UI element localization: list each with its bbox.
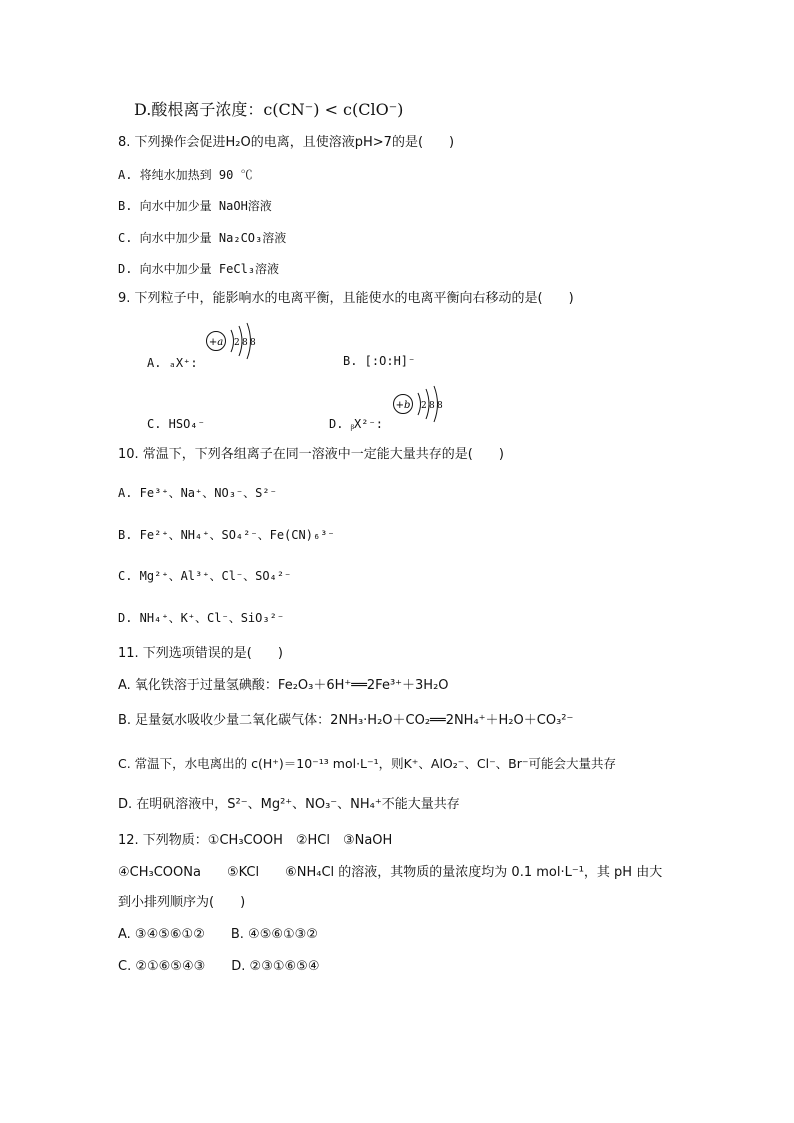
atom-diagram-a	[203, 322, 265, 362]
q12-stem-2: ④CH₃COONa ⑤KCl ⑥NH₄Cl 的溶液，其物质的量浓度均为 0.1 mol·L⁻¹，其 pH 由大	[118, 865, 663, 880]
q12-stem-3: 到小排列顺序为( )	[118, 895, 246, 910]
q7-option-d: D.酸根离子浓度：c(CN⁻) < c(ClO⁻)	[134, 100, 404, 119]
q11-stem: 11. 下列选项错误的是( )	[118, 646, 283, 661]
atom-diagram-b	[390, 384, 452, 424]
q9-option-c: C. HSO₄⁻	[147, 417, 205, 431]
q10-stem: 10. 常温下，下列各组离子在同一溶液中一定能大量共存的是( )	[118, 447, 504, 462]
q12-stem: 12. 下列物质：①CH₃COOH ②HCl ③NaOH	[118, 833, 393, 848]
q10-option-d: D. NH₄⁺、K⁺、Cl⁻、SiO₃²⁻	[118, 611, 285, 625]
q8-option-c: C. 向水中加少量 Na₂CO₃溶液	[118, 231, 287, 245]
shell-b-1: 2	[421, 401, 427, 411]
q12-options-ab: A. ③④⑤⑥①② B. ④⑤⑥①③②	[118, 927, 318, 942]
q8-option-b: B. 向水中加少量 NaOH溶液	[118, 199, 272, 213]
q8-option-a: A. 将纯水加热到 90 ℃	[118, 168, 253, 182]
q10-option-c: C. Mg²⁺、Al³⁺、Cl⁻、SO₄²⁻	[118, 569, 292, 583]
shell-a-3: 8	[250, 338, 256, 348]
shell-a-1: 2	[234, 338, 240, 348]
shell-b-3: 8	[437, 401, 443, 411]
q9-option-a: A. ₐX⁺:	[147, 356, 198, 370]
shell-a-2: 8	[242, 338, 248, 348]
q9-stem: 9. 下列粒子中，能影响水的电离平衡，且能使水的电离平衡向右移动的是( )	[118, 291, 574, 306]
q11-option-c: C. 常温下，水电离出的 c(H⁺)＝10⁻¹³ mol·L⁻¹，则K⁺、AlO₂⁻、Cl⁻、Br⁻可能会大量共存	[118, 756, 616, 771]
q10-option-a: A. Fe³⁺、Na⁺、NO₃⁻、S²⁻	[118, 486, 277, 500]
q9-option-b: B. [:O:H]⁻	[343, 354, 416, 368]
q8-option-d: D. 向水中加少量 FeCl₃溶液	[118, 262, 280, 276]
nucleus-a: +a	[208, 337, 224, 348]
q11-option-d: D. 在明矾溶液中，S²⁻、Mg²⁺、NO₃⁻、NH₄⁺不能大量共存	[118, 797, 460, 812]
q10-option-b: B. Fe²⁺、NH₄⁺、SO₄²⁻、Fe(CN)₆³⁻	[118, 528, 335, 542]
nucleus-b: +b	[395, 400, 411, 411]
q8-stem: 8. 下列操作会促进H₂O的电离，且使溶液pH>7的是( )	[118, 135, 455, 150]
q11-option-b: B. 足量氨水吸收少量二氧化碳气体：2NH₃·H₂O＋CO₂══2NH₄⁺＋H₂O＋CO₃²⁻	[118, 713, 574, 728]
q11-option-a: A. 氧化铁溶于过量氢碘酸：Fe₂O₃＋6H⁺══2Fe³⁺＋3H₂O	[118, 678, 449, 693]
shell-b-2: 8	[429, 401, 435, 411]
q9-option-d: D. ᵦX²⁻:	[329, 417, 383, 431]
q12-options-cd: C. ②①⑥⑤④③ D. ②③①⑥⑤④	[118, 959, 320, 974]
